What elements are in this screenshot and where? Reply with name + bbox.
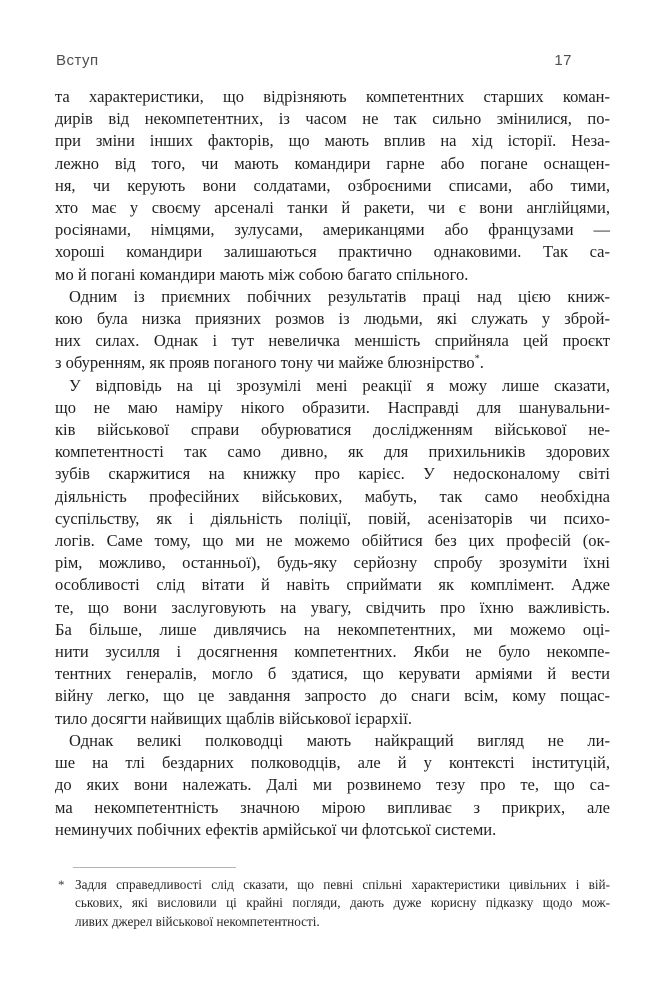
body-line: кою була низка приязних розмов із людьми, які служать у зброй- — [55, 309, 610, 329]
body-line: хороші командири залишаються практично однаковими. Так са- — [55, 242, 610, 262]
footnote-line: Задля справедливості слід сказати, що певні спільні характеристики цивільних і вій- — [75, 877, 610, 892]
body-line: Одним із приємних побічних результатів праці над цією книж- — [69, 286, 610, 306]
body-line: лежно від того, чи мають командири гарне або погане оснащен- — [55, 153, 610, 173]
body-line: ма некомпетентність значною мірою випливає з прикрих, але — [55, 797, 610, 817]
page-number: 17 — [554, 52, 572, 69]
body-line: Однак великі полководці мають найкращий вигляд не ли- — [69, 730, 610, 750]
body-line: нити зусилля і досягнення компетентних. Якби не було некомпе- — [55, 642, 610, 662]
body-line: тило досягти найвищих щаблів військової ієрархії. — [55, 708, 412, 728]
body-line: росіянами, німцями, зулусами, американцями або французами — — [55, 220, 610, 240]
body-line: до яких вони належать. Далі ми розвинемо тезу про те, що са- — [55, 775, 610, 795]
body-line: що не маю наміру нікого образити. Насправді для шанувальни- — [55, 397, 610, 417]
footnote-line: ськових, які висловили ці крайні погляди, дають дуже корисну підказку щодо мож- — [75, 895, 610, 911]
body-line: компетентності так само дивно, як для прихильників здорових — [55, 442, 610, 462]
footnote-text — [75, 876, 610, 931]
footnote-line: ливих джерел військової некомпетентності. — [75, 913, 320, 929]
body-line: ня, чи керують вони солдатами, озброєними списами, або тими, — [55, 175, 610, 195]
body-line: логів. Саме тому, що ми не можемо обійтися без цих професій (ок- — [55, 531, 610, 551]
body-text — [55, 86, 610, 841]
body-line: діяльність професійних військових, мабуть, так само необхідна — [55, 486, 610, 506]
footnote-reference-marker: * — [474, 353, 480, 365]
footnote — [55, 876, 610, 931]
body-line: них силах. Однак і тут невеличка меншість сприйняла цей проєкт — [55, 331, 610, 351]
running-header — [56, 52, 572, 69]
body-line: хто має у своєму арсеналі танки й ракети, чи є вони англійцями, — [55, 198, 610, 218]
body-line: суспільству, як і діяльність поліції, повій, асенізаторів чи психо- — [55, 508, 610, 528]
body-line: мо й погані командири мають між собою багато спільного. — [55, 264, 469, 284]
footnote-marker: * — [58, 877, 65, 892]
body-line: особливості слід вітати й навіть сприймати як комплімент. Адже — [55, 575, 610, 595]
body-line: ків військової справи обурюватися дослідженням військової не- — [55, 420, 610, 440]
body-line: те, що вони заслуговують на увагу, свідчить про їхню важливість. — [55, 597, 610, 617]
body-line: рім, можливо, останньої), будь-яку серйозну спробу зрозуміти їхні — [55, 553, 610, 573]
body-line: неминучих побічних ефектів армійської чи флотської системи. — [55, 819, 497, 839]
body-line: тентних генералів, могло б здатися, що керувати арміями й вести — [55, 664, 610, 684]
section-label: Вступ — [56, 52, 99, 69]
body-line: при зміни інших факторів, що мають вплив на хід історії. Неза- — [55, 131, 610, 151]
body-line: війну легко, що це завдання запросто до снаги всім, кому пощас- — [55, 686, 610, 706]
body-line: та характеристики, що відрізняють компетентних старших коман- — [55, 87, 610, 106]
body-line: Ба більше, лише дивлячись на некомпетентних, ми можемо оці- — [55, 619, 610, 639]
body-line: ше на тлі бездарних полководців, але й у контексті інституцій, — [55, 753, 610, 773]
footnote-separator — [73, 867, 236, 868]
body-line: з обуренням, як прояв поганого тону чи майже блюзнірство*. — [55, 353, 484, 373]
body-line: У відповідь на ці зрозумілі мені реакції я можу лише сказати, — [69, 375, 610, 395]
body-line: зубів скаржитися на книжку про карієс. У недосконалому світі — [55, 464, 610, 484]
body-line: дирів від некомпетентних, із часом не так сильно змінилися, по- — [55, 109, 610, 129]
